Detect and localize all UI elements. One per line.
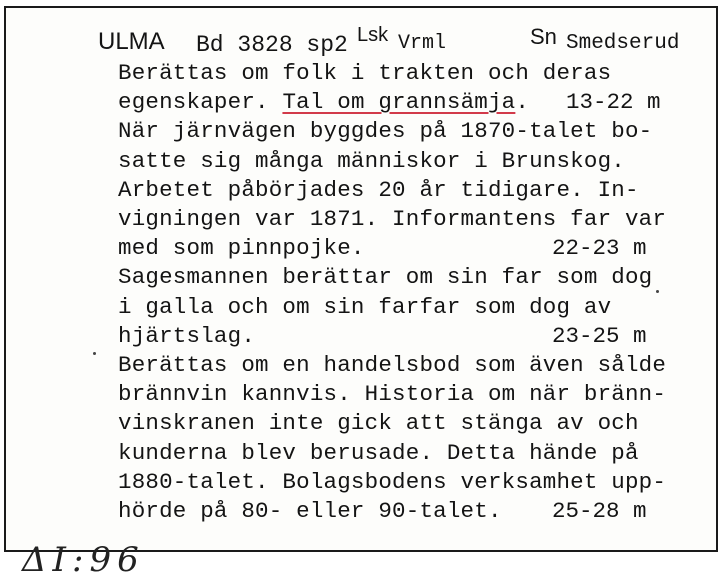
card-line	[118, 60, 611, 86]
minute-reference: 23-25 m	[552, 323, 647, 349]
lsk-value: Vrml	[398, 32, 447, 55]
minute-reference: 22-23 m	[552, 235, 647, 261]
line-text: hjärtslag.	[118, 323, 256, 349]
card-line	[118, 118, 652, 144]
card-line	[118, 498, 502, 524]
card-line	[118, 294, 611, 320]
card-line	[118, 235, 365, 261]
sn-value: Smedserud	[566, 32, 680, 55]
line-text: Berättas om folk i trakten och deras	[118, 60, 612, 86]
minute-reference: 25-28 m	[552, 498, 647, 524]
card-line	[118, 206, 666, 232]
lsk-label: Lsk	[357, 24, 389, 46]
volume-ref: Bd 3828 sp2	[196, 32, 348, 58]
line-text: När järnvägen byggdes på 1870-talet bo-	[118, 118, 653, 144]
line-text: i galla och om sin farfar som dog av	[118, 294, 612, 320]
card-line	[118, 410, 639, 436]
line-text: Sagesmannen berättar om sin far som dog	[118, 264, 653, 290]
card-line	[118, 381, 666, 407]
line-text: satte sig många människor i Brunskog.	[118, 148, 625, 174]
card-line	[118, 440, 639, 466]
archive-code: ULMA	[98, 28, 165, 55]
line-text: vigningen var 1871. Informantens far var	[118, 206, 667, 232]
card-line	[118, 177, 639, 203]
card-line	[118, 323, 255, 349]
line-text: .	[515, 89, 530, 115]
card-line	[118, 352, 666, 378]
line-text: med som pinnpojke.	[118, 235, 365, 261]
line-text: kunderna blev berusade. Detta hände på	[118, 440, 639, 466]
speck	[656, 290, 659, 293]
line-text: 1880-talet. Bolagsbodens verksamhet upp-	[118, 469, 667, 495]
minute-reference: 13-22 m	[566, 89, 661, 115]
line-text: egenskaper.	[118, 89, 283, 115]
line-text: vinskranen inte gick att stänga av och	[118, 410, 639, 436]
sn-label: Sn	[530, 24, 557, 49]
card-line	[118, 264, 652, 290]
line-text: brännvin kannvis. Historia om när bränn-	[118, 381, 667, 407]
card-line	[118, 89, 529, 115]
line-text: Berättas om en handelsbod som även sålde	[118, 352, 667, 378]
underlined-topic: Tal om grannsämja	[282, 89, 516, 115]
line-text: Arbetet påbörjades 20 år tidigare. In-	[118, 177, 639, 203]
handwritten-signature: ΔI:96	[22, 540, 145, 580]
speck	[93, 352, 96, 355]
card-line	[118, 148, 625, 174]
line-text: hörde på 80- eller 90-talet.	[118, 498, 502, 524]
card-line	[118, 469, 666, 495]
